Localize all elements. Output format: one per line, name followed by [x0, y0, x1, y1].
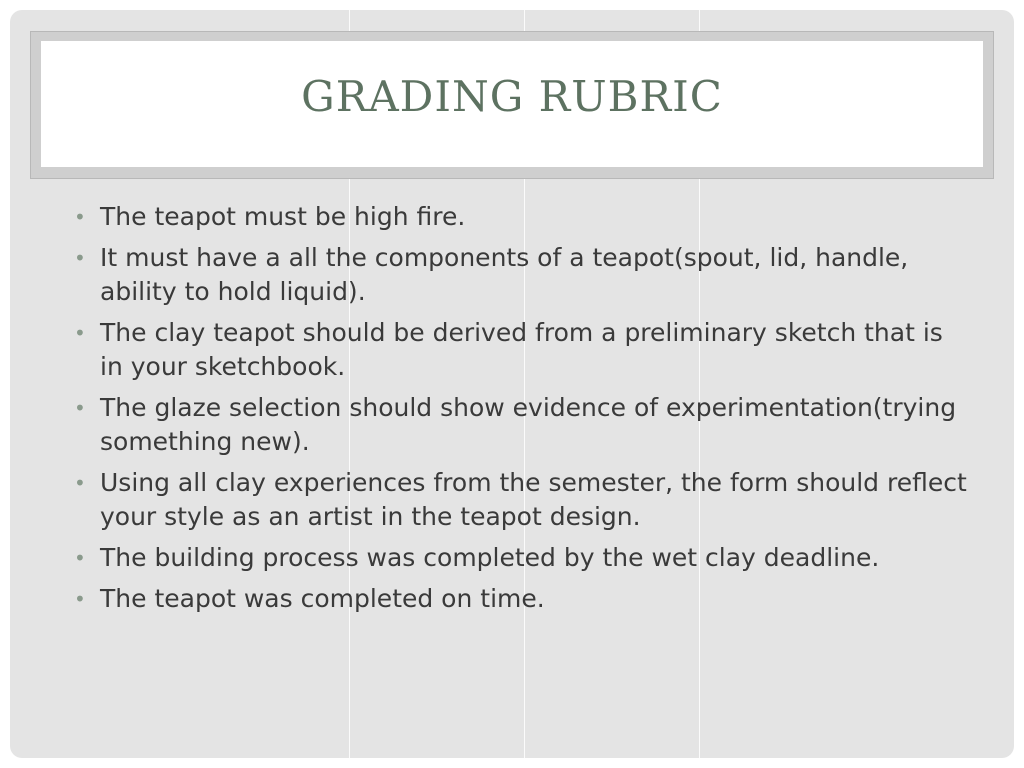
bullet-item [72, 582, 972, 616]
bullet-dot-icon: • [74, 546, 86, 570]
bullet-dot-icon: • [74, 587, 86, 611]
bullet-list [72, 200, 972, 623]
bullet-text: The teapot was completed on time. [100, 584, 545, 613]
bullet-dot-icon: • [74, 246, 86, 270]
bullet-item [72, 466, 972, 534]
slide-title: GRADING RUBRIC [301, 71, 723, 121]
title-box [41, 41, 983, 167]
bullet-dot-icon: • [74, 396, 86, 420]
title-frame [30, 31, 994, 179]
bullet-item [72, 316, 972, 384]
bullet-dot-icon: • [74, 471, 86, 495]
bullet-text: The glaze selection should show evidence of experimentation(trying something new). [100, 393, 957, 456]
bullet-item [72, 391, 972, 459]
bullet-text: The building process was completed by the wet clay deadline. [100, 543, 880, 572]
bullet-text: Using all clay experiences from the semester, the form should reflect your style as an artist in the teapot design. [100, 468, 967, 531]
bullet-dot-icon: • [74, 321, 86, 345]
bullet-item [72, 200, 972, 234]
bullet-text: The teapot must be high fire. [100, 202, 466, 231]
bullet-text: It must have a all the components of a teapot(spout, lid, handle, ability to hold liquid). [100, 243, 909, 306]
bullet-dot-icon: • [74, 205, 86, 229]
bullet-text: The clay teapot should be derived from a preliminary sketch that is in your sketchbook. [100, 318, 943, 381]
slide [10, 10, 1014, 758]
bullet-item [72, 541, 972, 575]
bullet-item [72, 241, 972, 309]
